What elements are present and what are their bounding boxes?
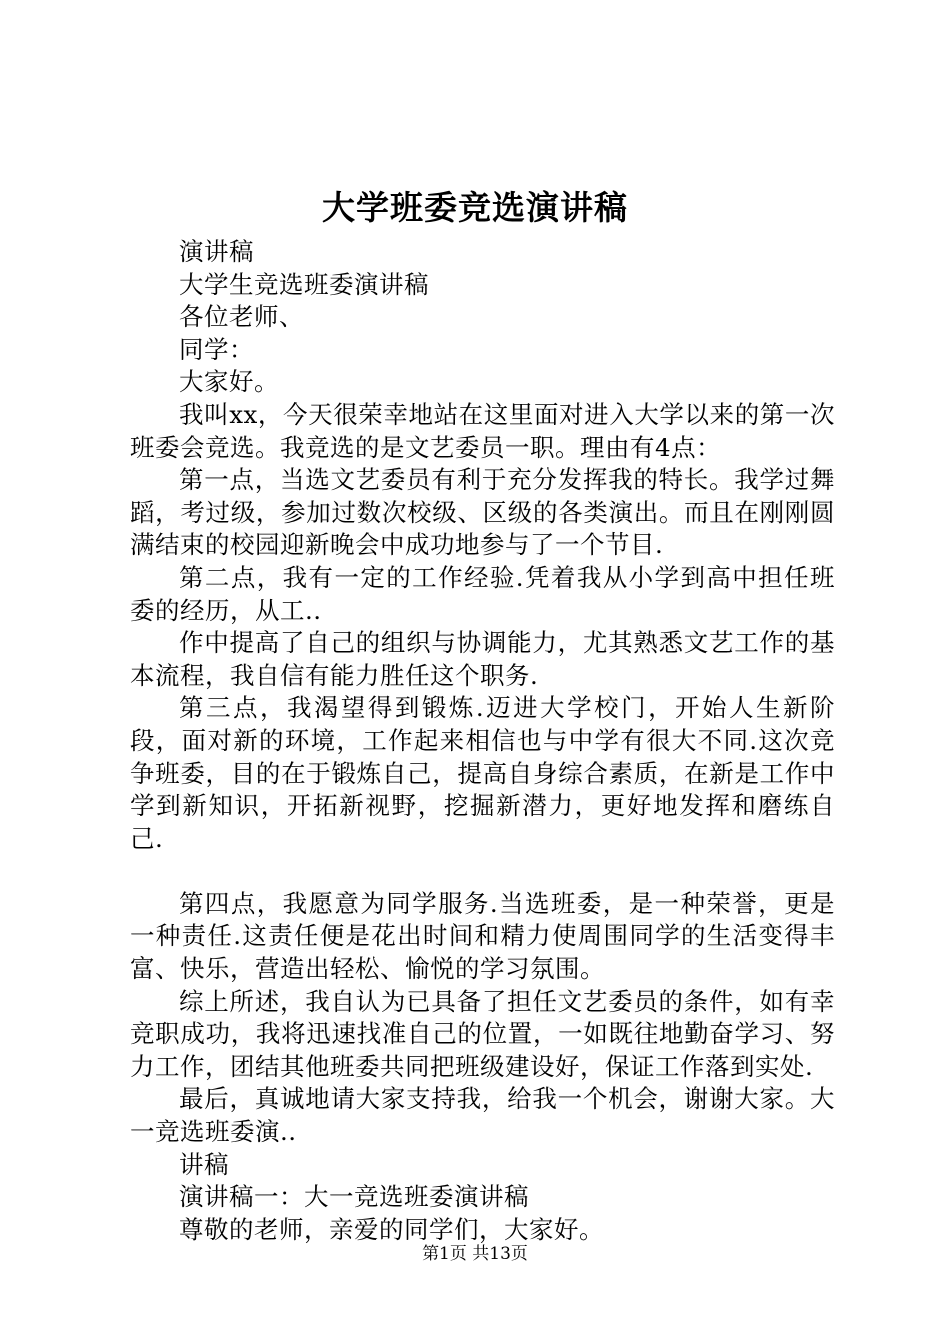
paragraph: 第二点，我有一定的工作经验.凭着我从小学到高中担任班委的经历，从工..: [130, 562, 835, 625]
document-body: [130, 236, 835, 1246]
paragraph: 综上所述，我自认为已具备了担任文艺委员的条件，如有幸竞职成功，我将迅速找准自己的位置，一如既往地勤奋学习、努力工作，团结其他班委共同把班级建设好，保证工作落到实处.: [130, 986, 835, 1081]
paragraph: 讲稿: [179, 1149, 229, 1179]
page-number-footer: 第1页 共13页: [422, 1244, 528, 1264]
paragraph: 作中提高了自己的组织与协调能力，尤其熟悉文艺工作的基本流程，我自信有能力胜任这个职务.: [130, 628, 835, 690]
paragraph: 演讲稿: [179, 237, 254, 266]
paragraph: 第四点，我愿意为同学服务.当选班委，是一种荣誉，更是一种责任.这责任便是花出时间和精力使周围同学的生活变得丰富、快乐，营造出轻松、愉悦的学习氛围。: [130, 888, 835, 984]
paragraph: 同学：: [179, 334, 254, 364]
paragraph: 演讲稿一：大一竞选班委演讲稿: [179, 1182, 529, 1212]
paragraph: 第三点，我渴望得到锻炼.迈进大学校门，开始人生新阶段，面对新的环境，工作起来相信也与中学有很大不同.这次竞争班委，目的在于锻炼自己，提高自身综合素质，在新是工作中学到新知识，开拓新视野，挖掘新潜力，更好地发挥和磨练自己.: [130, 693, 835, 853]
paragraph: 大家好。: [179, 367, 279, 397]
paragraph: 第一点，当选文艺委员有利于充分发挥我的特长。我学过舞蹈，考过级，参加过数次校级、区级的各类演出。而且在刚刚圆满结束的校园迎新晚会中成功地参与了一个节目.: [130, 465, 835, 560]
paragraph: 最后，真诚地请大家支持我，给我一个机会，谢谢大家。大一竞选班委演..: [130, 1084, 835, 1147]
paragraph: 我叫xx，今天很荣幸地站在这里面对进入大学以来的第一次班委会竞选。我竞选的是文艺委员一职。理由有4点：: [130, 399, 835, 462]
blank-line: [130, 855, 835, 888]
paragraph: 大学生竞选班委演讲稿: [179, 269, 429, 299]
document-title: 大学班委竞选演讲稿: [322, 188, 628, 227]
paragraph: 尊敬的老师，亲爱的同学们，大家好。: [179, 1214, 604, 1244]
paragraph: 各位老师、: [179, 302, 304, 332]
